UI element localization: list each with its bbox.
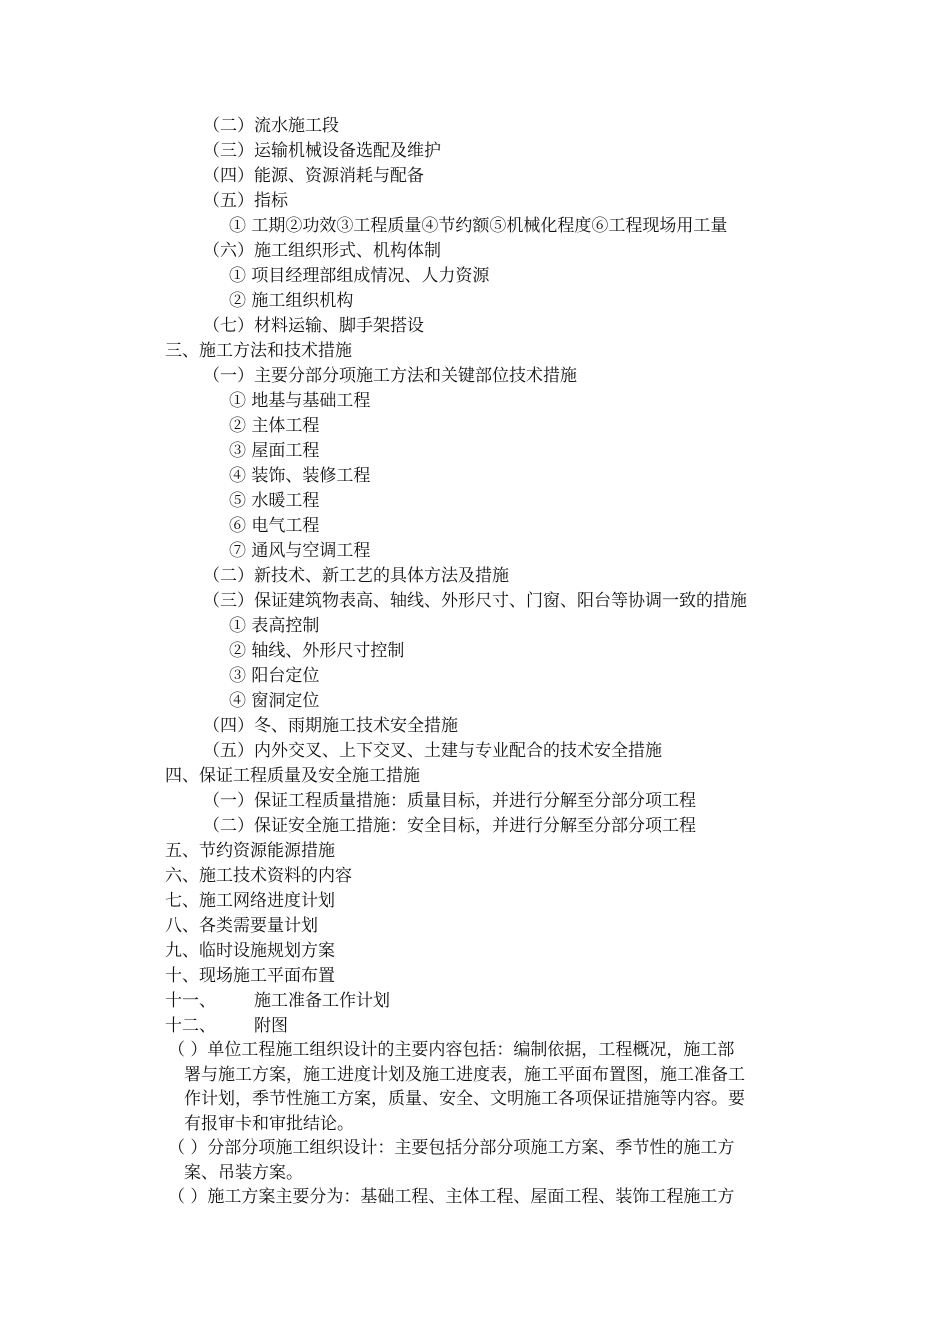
section-heading: 八、各类需要量计划 xyxy=(165,916,318,936)
outline-subitem: ④ 窗洞定位 xyxy=(229,691,320,711)
outline-item: （五）内外交叉、上下交叉、土建与专业配合的技术安全措施 xyxy=(203,741,662,761)
section-heading: 七、施工网络进度计划 xyxy=(165,891,335,911)
outline-subitem: ④ 装饰、装修工程 xyxy=(229,466,371,486)
outline-item: （四）能源、资源消耗与配备 xyxy=(203,166,424,186)
section-number: 十二、 xyxy=(165,1016,216,1036)
section-heading xyxy=(165,1014,288,1038)
outline-item: （二）保证安全施工措施：安全目标，并进行分解至分部分项工程 xyxy=(203,816,696,836)
section-title: 附图 xyxy=(254,1016,288,1036)
paragraph-line: （ ）分部分项施工组织设计：主要包括分部分项施工方案、季节性的施工方 xyxy=(168,1138,735,1158)
section-heading: 三、施工方法和技术措施 xyxy=(165,341,352,361)
paragraph-line: 署与施工方案，施工进度计划及施工进度表，施工平面布置图，施工准备工 xyxy=(184,1064,745,1085)
outline-item: （四）冬、雨期施工技术安全措施 xyxy=(203,716,458,736)
outline-item: （五）指标 xyxy=(203,191,288,211)
section-heading: 十、现场施工平面布置 xyxy=(165,966,335,986)
outline-item: （二）新技术、新工艺的具体方法及措施 xyxy=(203,566,509,586)
outline-item: （三）运输机械设备选配及维护 xyxy=(203,141,441,161)
outline-item: （二）流水施工段 xyxy=(203,116,339,136)
outline-subitem: ① 项目经理部组成情况、人力资源 xyxy=(229,266,490,286)
section-heading: 六、施工技术资料的内容 xyxy=(165,866,352,886)
outline-subitem: ① 地基与基础工程 xyxy=(229,391,371,411)
outline-item: （一）保证工程质量措施：质量目标，并进行分解至分部分项工程 xyxy=(203,791,696,811)
paragraph-line: （ ）施工方案主要分为：基础工程、主体工程、屋面工程、装饰工程施工方 xyxy=(168,1187,735,1207)
outline-subitem: ⑤ 水暖工程 xyxy=(229,491,320,511)
outline-subitem: ② 轴线、外形尺寸控制 xyxy=(229,641,405,661)
section-heading: 四、保证工程质量及安全施工措施 xyxy=(165,766,420,786)
outline-item: （七）材料运输、脚手架搭设 xyxy=(203,316,424,336)
section-heading xyxy=(165,989,390,1013)
outline-subitem: ⑦ 通风与空调工程 xyxy=(229,541,371,561)
paragraph-line: 有报审卡和审批结论。 xyxy=(184,1113,354,1134)
paragraph-line: 案、吊装方案。 xyxy=(184,1162,303,1183)
outline-subitem: ① 表高控制 xyxy=(229,616,320,636)
section-number: 十一、 xyxy=(165,991,216,1011)
outline-subitem: ② 主体工程 xyxy=(229,416,320,436)
outline-subitem: ③ 阳台定位 xyxy=(229,666,320,686)
outline-subitem: ② 施工组织机构 xyxy=(229,291,354,311)
outline-item: （六）施工组织形式、机构体制 xyxy=(203,241,441,261)
section-heading: 九、临时设施规划方案 xyxy=(165,941,335,961)
outline-subitem: ① 工期②功效③工程质量④节约额⑤机械化程度⑥工程现场用工量 xyxy=(229,216,728,236)
outline-item: （一）主要分部分项施工方法和关键部位技术措施 xyxy=(203,366,577,386)
section-heading: 五、节约资源能源措施 xyxy=(165,841,335,861)
outline-subitem: ③ 屋面工程 xyxy=(229,441,320,461)
body-paragraph xyxy=(168,1038,813,1136)
paragraph-line: 作计划，季节性施工方案，质量、安全、文明施工各项保证措施等内容。要 xyxy=(184,1089,745,1110)
paragraph-line: （ ）单位工程施工组织设计的主要内容包括：编制依据，工程概况，施工部 xyxy=(168,1040,735,1060)
outline-subitem: ⑥ 电气工程 xyxy=(229,516,320,536)
body-paragraph xyxy=(168,1136,813,1185)
body-paragraph xyxy=(168,1185,813,1210)
section-title: 施工准备工作计划 xyxy=(254,991,390,1011)
outline-item: （三）保证建筑物表高、轴线、外形尺寸、门窗、阳台等协调一致的措施 xyxy=(203,591,747,611)
